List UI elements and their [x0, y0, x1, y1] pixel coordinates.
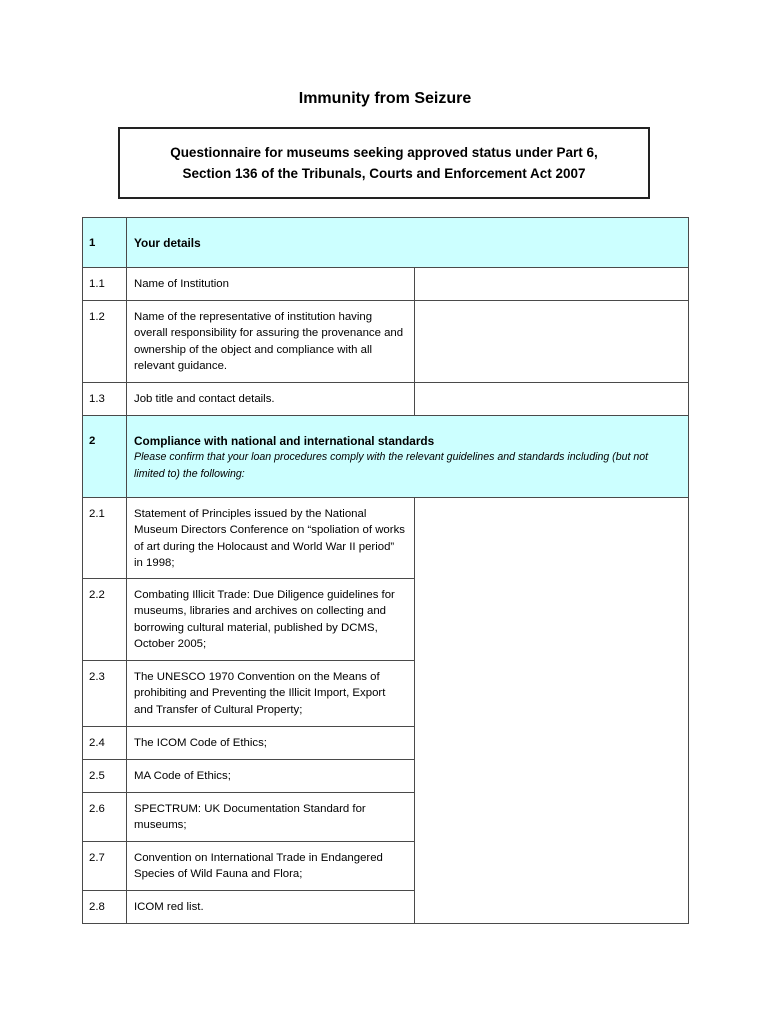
- row-label: The UNESCO 1970 Convention on the Means of prohibiting and Preventing the Illicit Import, Export and Transfer of Cultural Property;: [127, 661, 415, 727]
- subtitle-box: [118, 127, 650, 199]
- row-label: ICOM red list.: [127, 891, 415, 924]
- answer-field-institution[interactable]: [415, 268, 689, 301]
- row-label: Name of the representative of institution having overall responsibility for assuring the provenance and ownership of the object and compliance with all relevant guidance.: [127, 301, 415, 383]
- row-number: 2.6: [83, 793, 127, 842]
- questionnaire-table: [82, 217, 689, 924]
- row-label: MA Code of Ethics;: [127, 760, 415, 793]
- row-number: 1.1: [83, 268, 127, 301]
- section-header-row: [83, 416, 689, 498]
- row-number: 1.3: [83, 383, 127, 416]
- section-header-row: [83, 218, 689, 268]
- section-heading: Your details: [134, 236, 201, 250]
- section-heading-cell: [127, 218, 689, 268]
- answer-field-compliance[interactable]: [415, 498, 689, 924]
- row-label: Name of Institution: [127, 268, 415, 301]
- row-label: Convention on International Trade in Endangered Species of Wild Fauna and Flora;: [127, 842, 415, 891]
- row-label: SPECTRUM: UK Documentation Standard for museums;: [127, 793, 415, 842]
- row-number: 2.4: [83, 727, 127, 760]
- table-row: [83, 301, 689, 383]
- document-subtitle: Questionnaire for museums seeking approved status under Part 6, Section 136 of the Tribunals, Courts and Enforcement Act 2007: [170, 145, 598, 181]
- section-number: 2: [83, 416, 127, 498]
- section-heading-cell: [127, 416, 689, 498]
- section-number: 1: [83, 218, 127, 268]
- table-row: [83, 498, 689, 579]
- row-label: Combating Illicit Trade: Due Diligence guidelines for museums, libraries and archives on collecting and borrowing cultural material, published by DCMS, October 2005;: [127, 579, 415, 661]
- row-label: Statement of Principles issued by the National Museum Directors Conference on “spoliation of works of art during the Holocaust and World War II period” in 1998;: [127, 498, 415, 579]
- answer-field-job-title[interactable]: [415, 383, 689, 416]
- row-number: 2.2: [83, 579, 127, 661]
- section-note: Please confirm that your loan procedures comply with the relevant guidelines and standards including (but not limited to) the following:: [134, 451, 649, 481]
- row-label: Job title and contact details.: [127, 383, 415, 416]
- row-number: 2.7: [83, 842, 127, 891]
- row-number: 2.1: [83, 498, 127, 579]
- table-row: [83, 383, 689, 416]
- document-title: Immunity from Seizure: [298, 90, 472, 107]
- row-number: 2.8: [83, 891, 127, 924]
- answer-field-representative[interactable]: [415, 301, 689, 383]
- section-heading: Compliance with national and international standards: [134, 434, 435, 448]
- row-label: The ICOM Code of Ethics;: [127, 727, 415, 760]
- row-number: 1.2: [83, 301, 127, 383]
- row-number: 2.3: [83, 661, 127, 727]
- table-row: [83, 268, 689, 301]
- row-number: 2.5: [83, 760, 127, 793]
